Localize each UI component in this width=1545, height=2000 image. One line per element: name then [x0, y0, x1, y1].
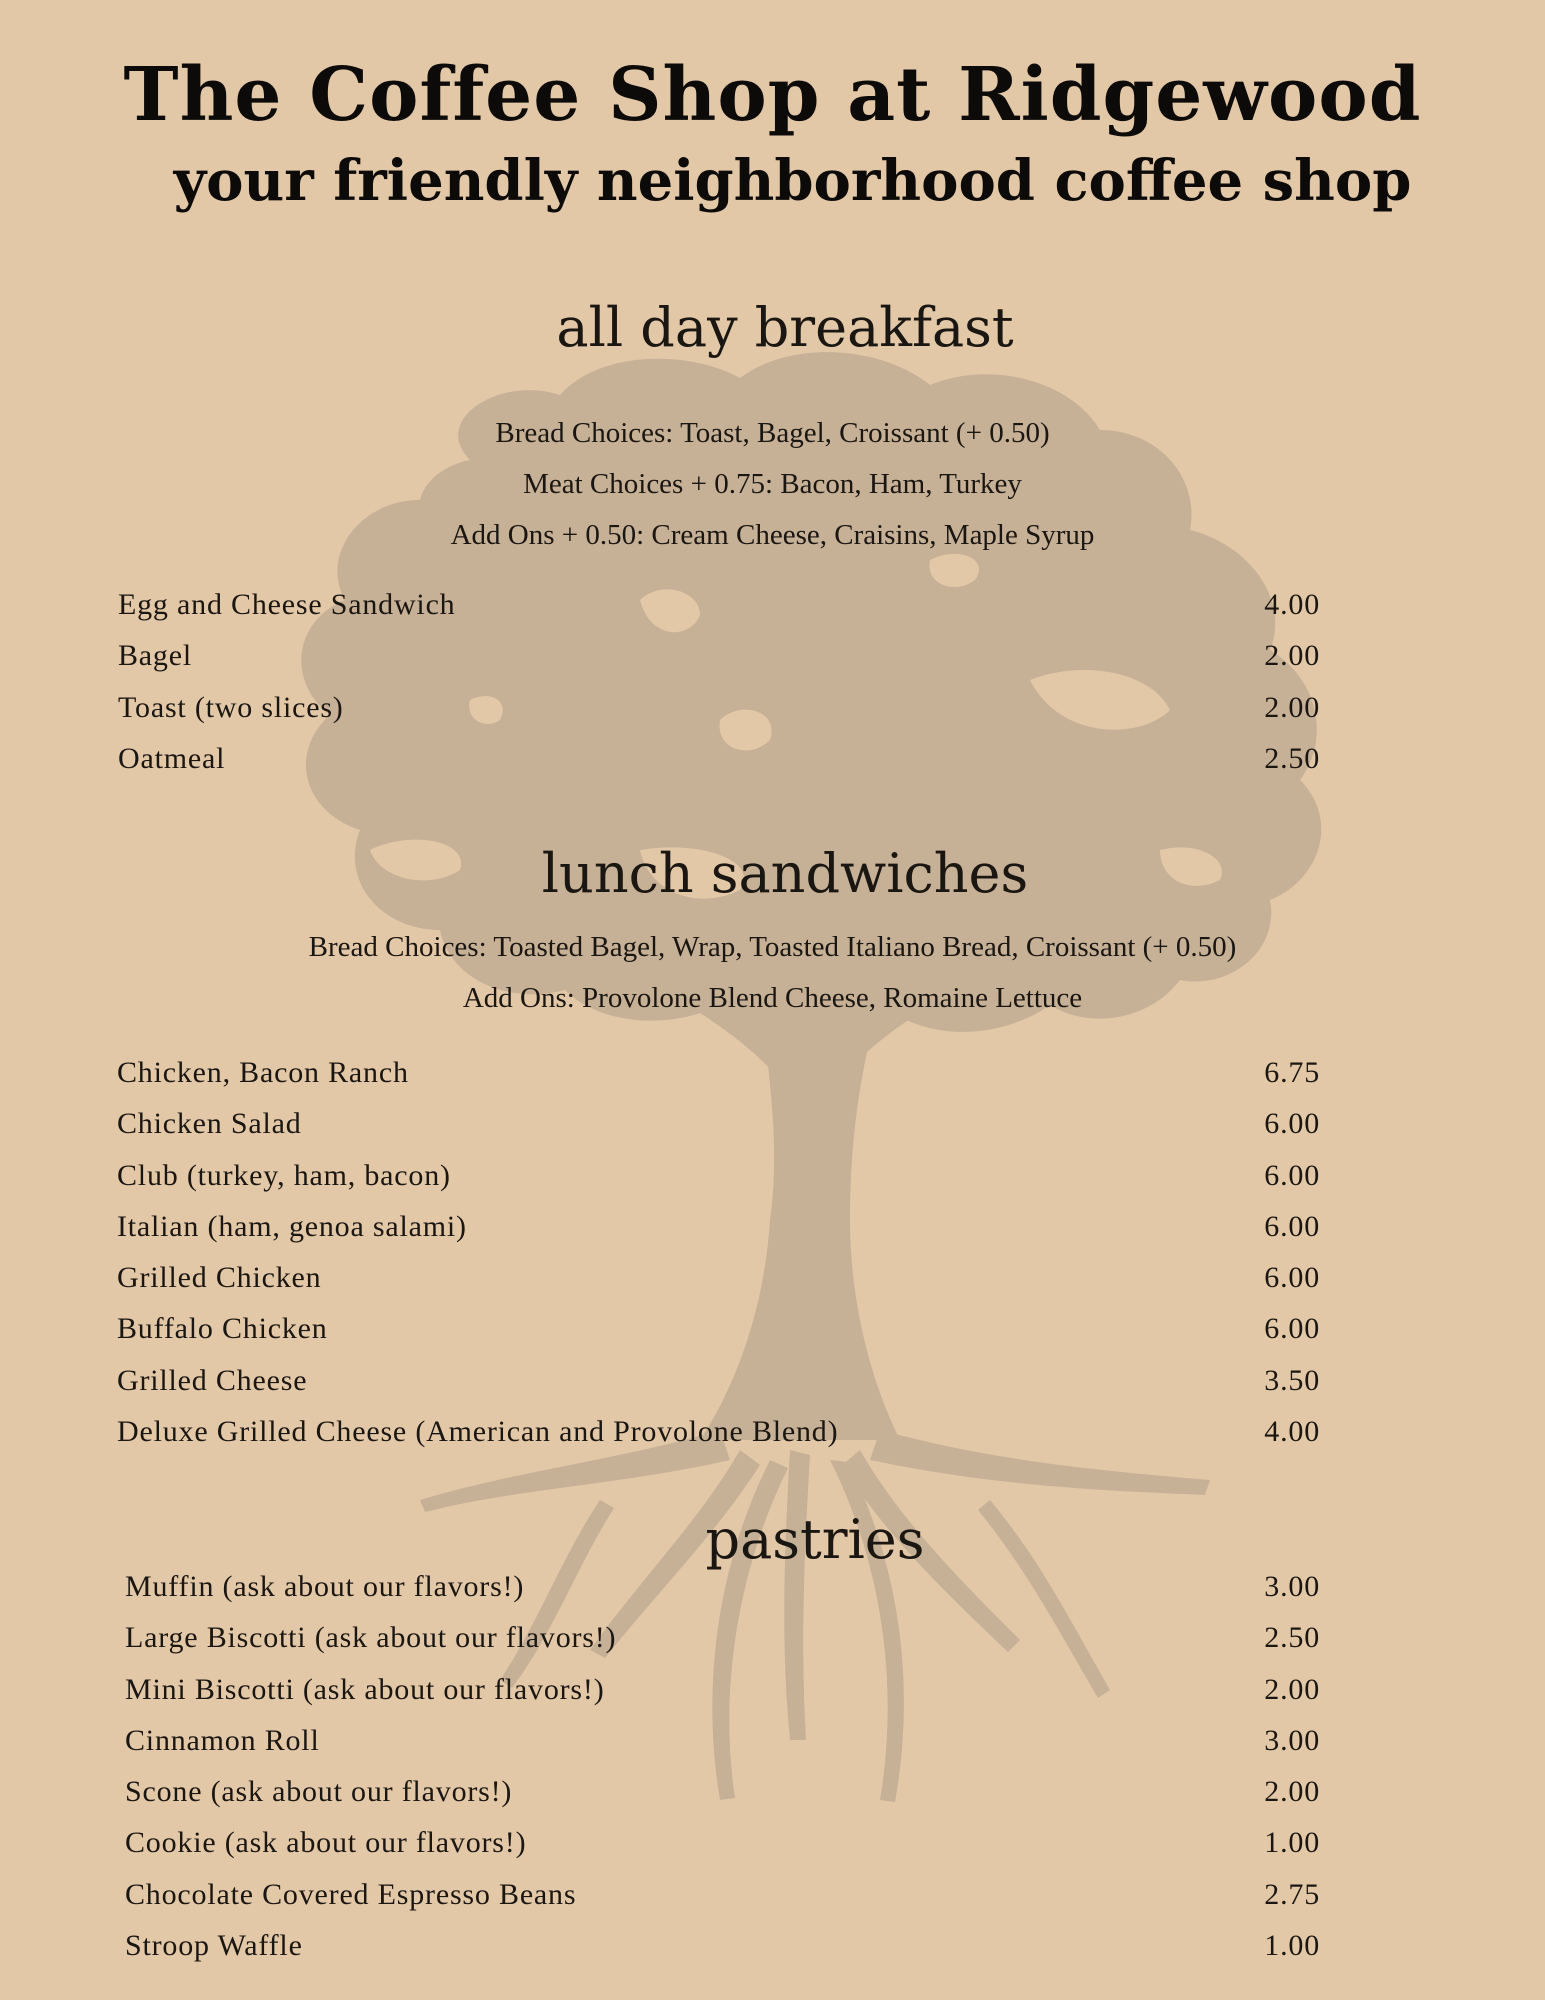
item-price: 4.00 [1264, 588, 1320, 621]
shop-title: The Coffee Shop at Ridgewood [123, 52, 1422, 138]
item-price: 6.00 [1264, 1312, 1320, 1346]
item-price: 2.75 [1264, 1877, 1320, 1911]
item-name: Large Biscotti (ask about our flavors!) [125, 1621, 617, 1655]
menu-item [125, 1775, 1320, 1826]
menu-item [117, 1056, 1320, 1107]
item-name: Chocolate Covered Espresso Beans [125, 1877, 577, 1911]
item-price: 2.00 [1264, 690, 1320, 724]
pastries-item-list [125, 1570, 1320, 1980]
item-price: 6.00 [1264, 1209, 1320, 1243]
item-price: 2.50 [1264, 1621, 1320, 1655]
item-name: Grilled Cheese [117, 1363, 308, 1397]
menu-item [125, 1724, 1320, 1775]
item-price: 2.00 [1264, 1672, 1320, 1706]
item-name: Deluxe Grilled Cheese (American and Provolone Blend) [117, 1415, 839, 1449]
item-price: 2.00 [1264, 639, 1320, 673]
menu-item [117, 1364, 1320, 1415]
menu-item [118, 742, 1320, 793]
item-price: 2.00 [1264, 1775, 1320, 1809]
item-price: 3.00 [1264, 1570, 1320, 1603]
menu-item [118, 639, 1320, 690]
menu-item [125, 1570, 1320, 1621]
breakfast-note: Add Ons + 0.50: Cream Cheese, Craisins, Maple Syrup [450, 519, 1095, 551]
item-name: Chicken Salad [117, 1107, 302, 1141]
item-name: Oatmeal [118, 741, 226, 775]
lunch-item-list [117, 1056, 1320, 1466]
menu-item [125, 1826, 1320, 1877]
menu-item [118, 588, 1320, 639]
item-name: Stroop Waffle [125, 1929, 303, 1963]
item-name: Grilled Chicken [117, 1261, 322, 1295]
item-name: Italian (ham, genoa salami) [117, 1209, 467, 1243]
item-name: Chicken, Bacon Ranch [117, 1056, 409, 1089]
item-price: 6.00 [1264, 1261, 1320, 1295]
item-price: 3.50 [1264, 1363, 1320, 1397]
item-price: 6.00 [1264, 1158, 1320, 1192]
menu-item [125, 1621, 1320, 1672]
breakfast-item-list [118, 588, 1320, 793]
item-name: Egg and Cheese Sandwich [118, 588, 456, 621]
menu-item [125, 1673, 1320, 1724]
menu-item [117, 1210, 1320, 1261]
item-name: Buffalo Chicken [117, 1312, 328, 1346]
item-name: Scone (ask about our flavors!) [125, 1775, 513, 1809]
item-name: Cinnamon Roll [125, 1723, 320, 1757]
section-heading-breakfast: all day breakfast [556, 296, 1014, 359]
shop-tagline: your friendly neighborhood coffee shop [173, 148, 1412, 214]
section-heading-pastries: pastries [705, 1508, 925, 1571]
item-name: Muffin (ask about our flavors!) [125, 1570, 525, 1603]
item-price: 2.50 [1264, 741, 1320, 775]
item-price: 1.00 [1264, 1826, 1320, 1860]
menu-item [117, 1107, 1320, 1158]
menu-item [117, 1261, 1320, 1312]
menu-item [117, 1159, 1320, 1210]
breakfast-options [0, 408, 1545, 561]
lunch-options [0, 922, 1545, 1024]
item-name: Club (turkey, ham, bacon) [117, 1158, 451, 1192]
item-price: 6.75 [1264, 1056, 1320, 1089]
menu-item [125, 1878, 1320, 1929]
item-price: 1.00 [1264, 1929, 1320, 1963]
section-heading-lunch: lunch sandwiches [541, 842, 1029, 905]
item-name: Mini Biscotti (ask about our flavors!) [125, 1672, 605, 1706]
menu-item [117, 1415, 1320, 1466]
item-price: 6.00 [1264, 1107, 1320, 1141]
item-price: 4.00 [1264, 1415, 1320, 1449]
item-name: Cookie (ask about our flavors!) [125, 1826, 527, 1860]
breakfast-note: Meat Choices + 0.75: Bacon, Ham, Turkey [523, 468, 1022, 500]
item-price: 3.00 [1264, 1723, 1320, 1757]
item-name: Toast (two slices) [118, 690, 344, 724]
item-name: Bagel [118, 639, 192, 673]
lunch-note: Add Ons: Provolone Blend Cheese, Romaine Lettuce [462, 982, 1083, 1014]
breakfast-note: Bread Choices: Toast, Bagel, Croissant (+ 0.50) [495, 417, 1050, 449]
menu-item [117, 1312, 1320, 1363]
lunch-note: Bread Choices: Toasted Bagel, Wrap, Toasted Italiano Bread, Croissant (+ 0.50) [308, 931, 1237, 963]
menu-item [125, 1929, 1320, 1980]
menu-item [118, 691, 1320, 742]
